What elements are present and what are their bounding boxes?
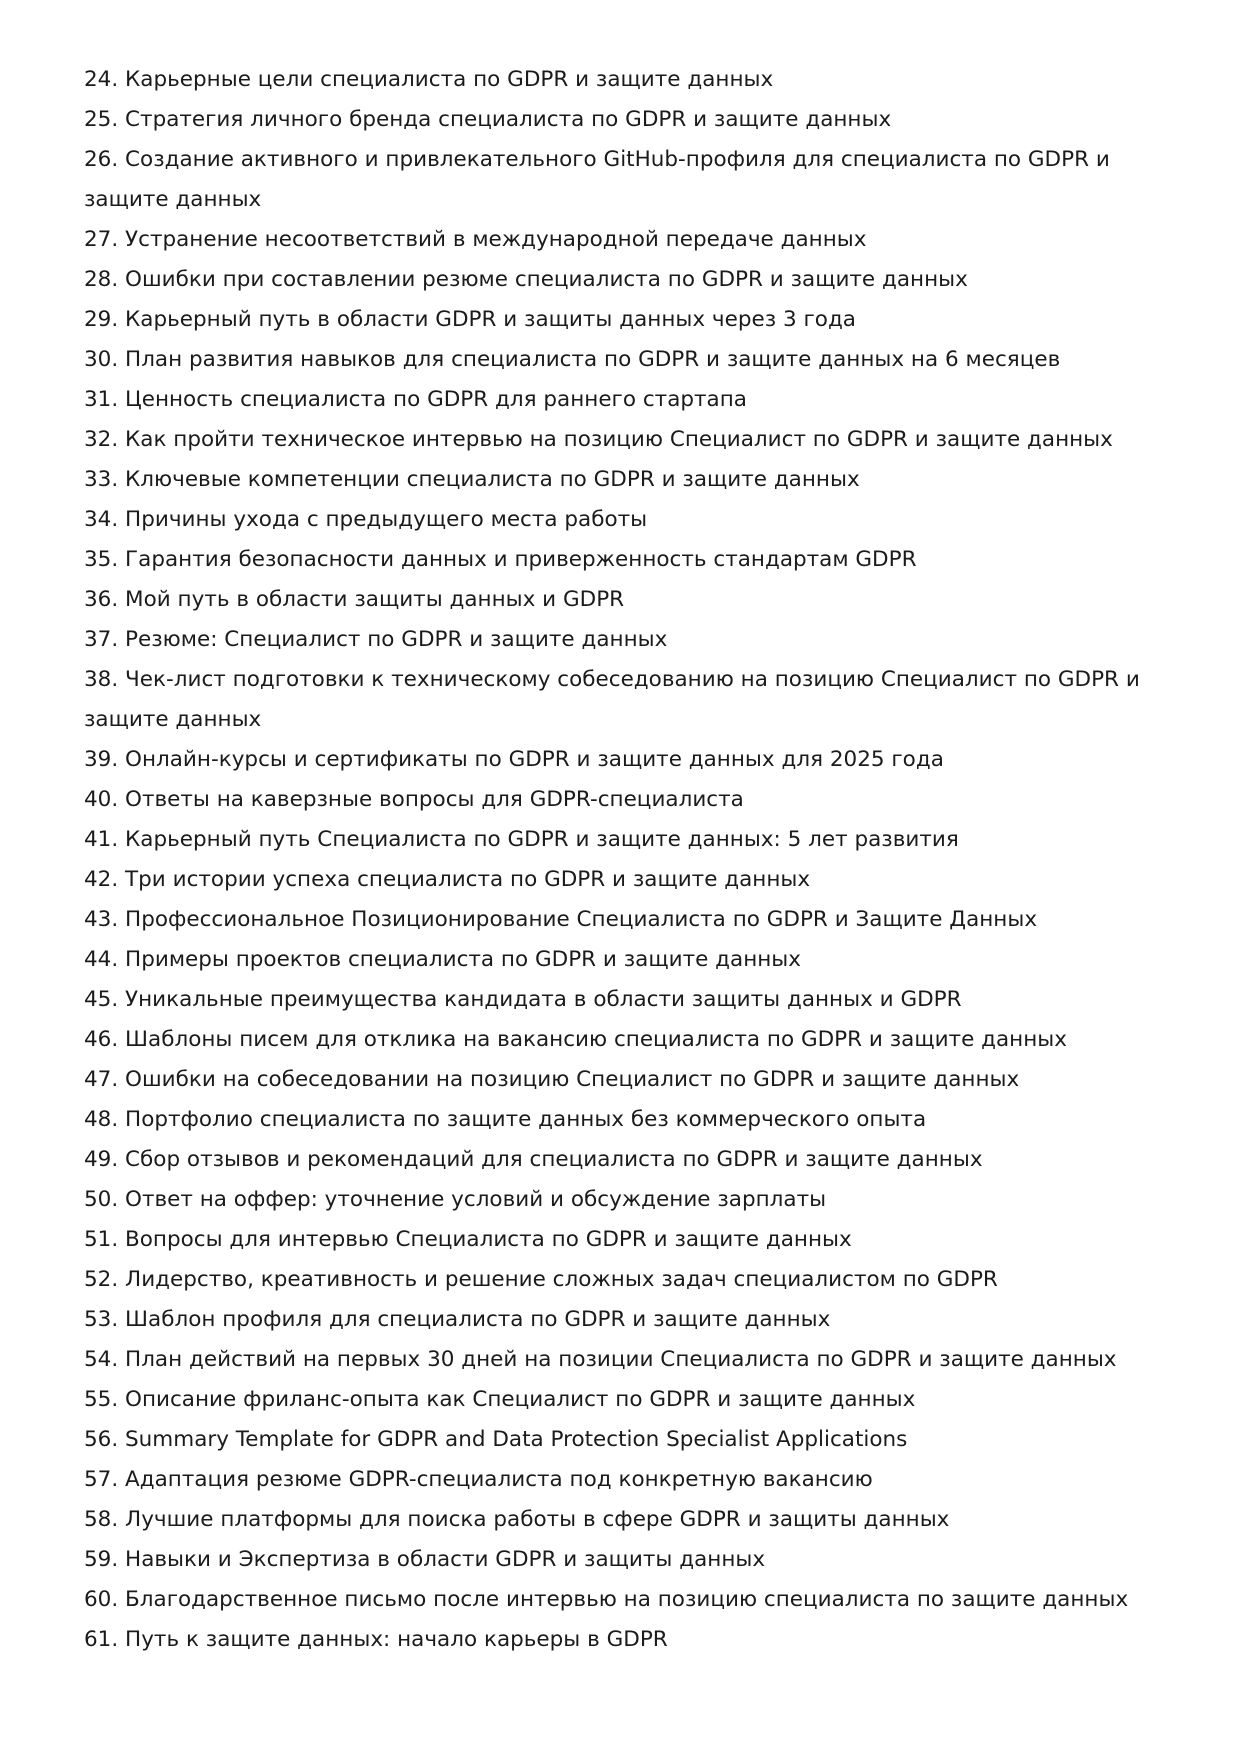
list-item: 57. Адаптация резюме GDPR-специалиста под конкретную вакансию (84, 1467, 873, 1492)
list-item: 45. Уникальные преимущества кандидата в области защиты данных и GDPR (84, 987, 962, 1012)
list-item: 54. План действий на первых 30 дней на позиции Специалиста по GDPR и защите данных (84, 1347, 1117, 1372)
list-item: 26. Создание активного и привлекательного GitHub-профиля для специалиста по GDPR и защите данных (84, 147, 1110, 212)
topic-list (84, 60, 1179, 1660)
list-item: 58. Лучшие платформы для поиска работы в сфере GDPR и защиты данных (84, 1507, 950, 1532)
list-item: 49. Сбор отзывов и рекомендаций для специалиста по GDPR и защите данных (84, 1147, 983, 1172)
list-item: 24. Карьерные цели специалиста по GDPR и защите данных (84, 67, 774, 92)
list-item: 41. Карьерный путь Специалиста по GDPR и защите данных: 5 лет развития (84, 827, 959, 852)
list-item: 60. Благодарственное письмо после интервью на позицию специалиста по защите данных (84, 1587, 1129, 1612)
list-item: 27. Устранение несоответствий в международной передаче данных (84, 227, 867, 252)
list-item: 48. Портфолио специалиста по защите данных без коммерческого опыта (84, 1107, 927, 1132)
list-item: 34. Причины ухода с предыдущего места работы (84, 507, 648, 532)
list-item: 42. Три истории успеха специалиста по GDPR и защите данных (84, 867, 811, 892)
list-item: 56. Summary Template for GDPR and Data Protection Specialist Applications (84, 1427, 908, 1452)
list-item: 52. Лидерство, креативность и решение сложных задач специалистом по GDPR (84, 1267, 998, 1292)
list-item: 47. Ошибки на собеседовании на позицию Специалист по GDPR и защите данных (84, 1067, 1020, 1092)
list-item: 55. Описание фриланс-опыта как Специалист по GDPR и защите данных (84, 1387, 916, 1412)
list-item: 38. Чек-лист подготовки к техническому собеседованию на позицию Специалист по GDPR и защите данных (84, 667, 1140, 732)
list-item: 50. Ответ на оффер: уточнение условий и обсуждение зарплаты (84, 1187, 827, 1212)
list-item: 32. Как пройти техническое интервью на позицию Специалист по GDPR и защите данных (84, 427, 1113, 452)
list-item: 30. План развития навыков для специалиста по GDPR и защите данных на 6 месяцев (84, 347, 1061, 372)
list-item: 36. Мой путь в области защиты данных и GDPR (84, 587, 625, 612)
list-item: 37. Резюме: Специалист по GDPR и защите данных (84, 627, 668, 652)
list-item: 28. Ошибки при составлении резюме специалиста по GDPR и защите данных (84, 267, 968, 292)
list-item: 59. Навыки и Экспертиза в области GDPR и защиты данных (84, 1547, 766, 1572)
list-item: 29. Карьерный путь в области GDPR и защиты данных через 3 года (84, 307, 856, 332)
list-item: 31. Ценность специалиста по GDPR для раннего стартапа (84, 387, 747, 412)
list-item: 61. Путь к защите данных: начало карьеры в GDPR (84, 1627, 668, 1652)
list-item: 43. Профессиональное Позиционирование Специалиста по GDPR и Защите Данных (84, 907, 1038, 932)
list-item: 35. Гарантия безопасности данных и приверженность стандартам GDPR (84, 547, 917, 572)
list-item: 25. Стратегия личного бренда специалиста по GDPR и защите данных (84, 107, 892, 132)
list-item: 39. Онлайн-курсы и сертификаты по GDPR и защите данных для 2025 года (84, 747, 944, 772)
list-item: 51. Вопросы для интервью Специалиста по GDPR и защите данных (84, 1227, 852, 1252)
list-item: 53. Шаблон профиля для специалиста по GDPR и защите данных (84, 1307, 831, 1332)
list-item: 46. Шаблоны писем для отклика на вакансию специалиста по GDPR и защите данных (84, 1027, 1067, 1052)
list-item: 33. Ключевые компетенции специалиста по GDPR и защите данных (84, 467, 860, 492)
list-item: 40. Ответы на каверзные вопросы для GDPR-специалиста (84, 787, 744, 812)
list-item: 44. Примеры проектов специалиста по GDPR и защите данных (84, 947, 802, 972)
